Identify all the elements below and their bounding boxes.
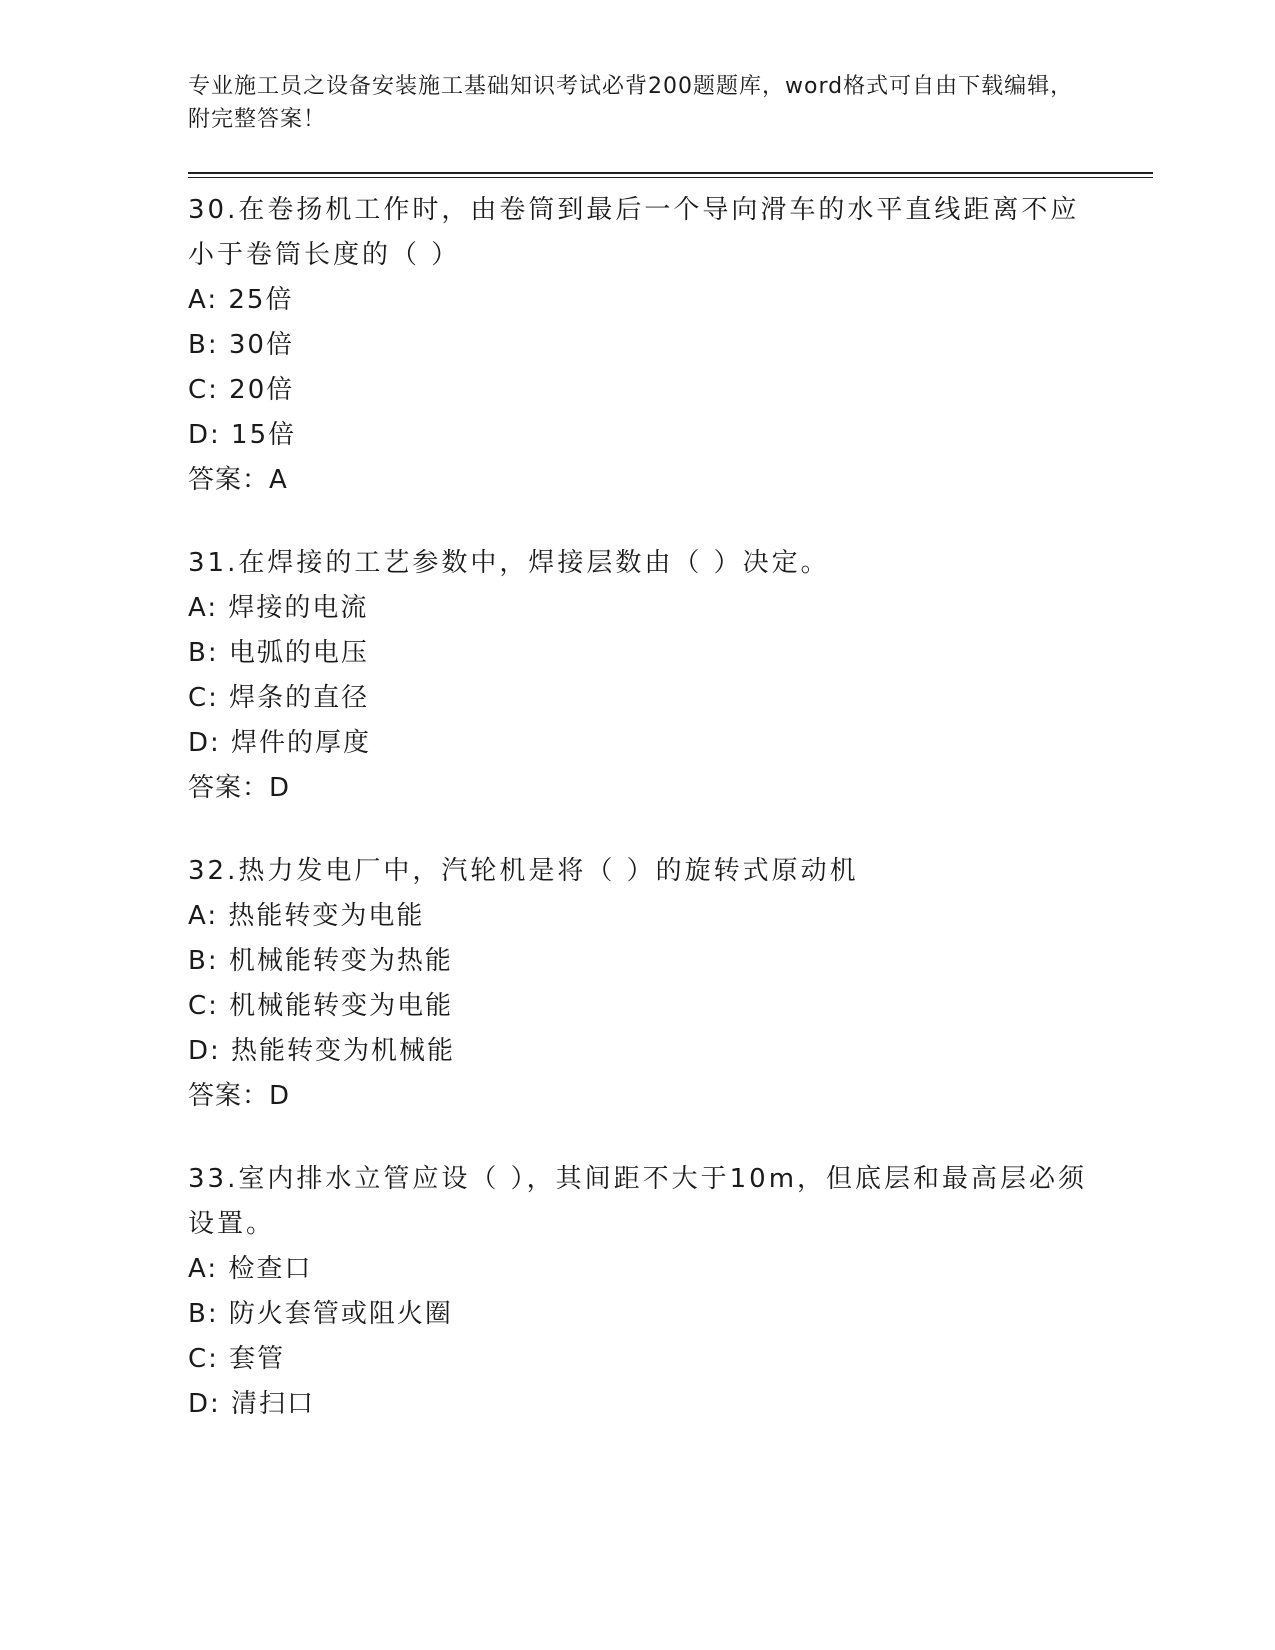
- option-b: B: 防火套管或阻火圈: [188, 1299, 453, 1329]
- header-divider: [188, 172, 1153, 178]
- divider-line-thin: [188, 177, 1153, 178]
- document-page: [188, 70, 1148, 1427]
- option-a: A: 热能转变为电能: [188, 901, 425, 931]
- answer-line: 答案：D: [188, 1081, 291, 1111]
- question-30: [188, 188, 1148, 503]
- option-b: B: 电弧的电压: [188, 638, 369, 668]
- answer-line: 答案：D: [188, 773, 291, 803]
- option-a: A: 25倍: [188, 285, 294, 315]
- question-stem: 33.室内排水立管应设（ ），其间距不大于10m，但底层和最高层必须设置。: [188, 1164, 1088, 1239]
- question-stem: 32.热力发电厂中，汽轮机是将（ ）的旋转式原动机: [188, 856, 859, 886]
- option-d: D: 清扫口: [188, 1389, 316, 1419]
- option-b: B: 机械能转变为热能: [188, 946, 453, 976]
- question-32: [188, 849, 1148, 1119]
- option-d: D: 焊件的厚度: [188, 728, 372, 758]
- option-a: A: 检查口: [188, 1254, 313, 1284]
- option-a: A: 焊接的电流: [188, 593, 369, 623]
- option-b: B: 30倍: [188, 330, 294, 360]
- question-stem: 31.在焊接的工艺参数中，焊接层数由（ ）决定。: [188, 548, 830, 578]
- divider-line-thick: [188, 172, 1153, 174]
- question-31: [188, 541, 1148, 811]
- option-c: C: 20倍: [188, 375, 295, 405]
- question-stem: 30.在卷扬机工作时，由卷筒到最后一个导向滑车的水平直线距离不应小于卷筒长度的（ ）: [188, 195, 1080, 270]
- option-d: D: 热能转变为机械能: [188, 1036, 456, 1066]
- option-d: D: 15倍: [188, 420, 297, 450]
- document-header: 专业施工员之设备安装施工基础知识考试必背200题题库，word格式可自由下载编辑，附完整答案！: [188, 74, 1074, 132]
- option-c: C: 机械能转变为电能: [188, 991, 454, 1021]
- option-c: C: 焊条的直径: [188, 683, 370, 713]
- answer-line: 答案：A: [188, 465, 288, 495]
- option-c: C: 套管: [188, 1344, 286, 1374]
- question-33: [188, 1157, 1148, 1427]
